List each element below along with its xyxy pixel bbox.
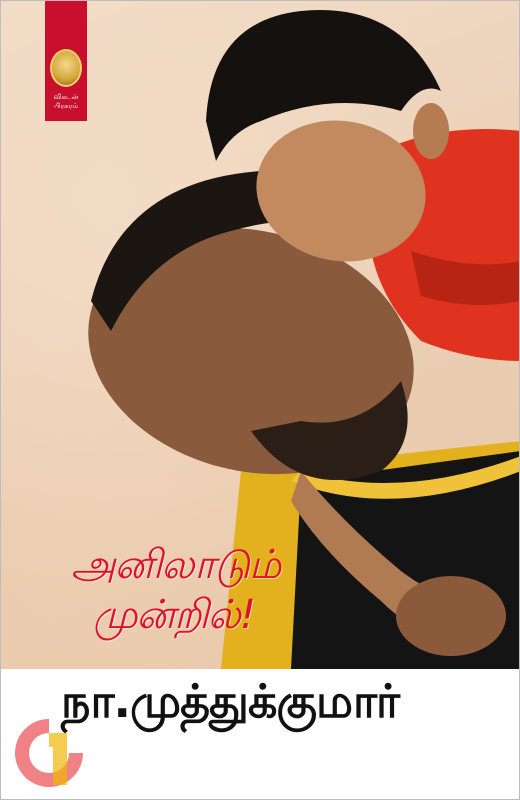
book-title-line2: முன்றில்!: [93, 592, 255, 638]
publisher-emblem-icon: [50, 49, 82, 87]
publisher-name: விகடன் பிரசுரம்: [53, 94, 79, 110]
store-logo-icon: [7, 715, 91, 789]
cover-photo: [1, 1, 520, 669]
publisher-badge: [45, 1, 87, 121]
book-title-line1: அனிலாடும்: [71, 542, 281, 588]
author-name: நா.முத்துக்குமார்: [61, 674, 400, 728]
